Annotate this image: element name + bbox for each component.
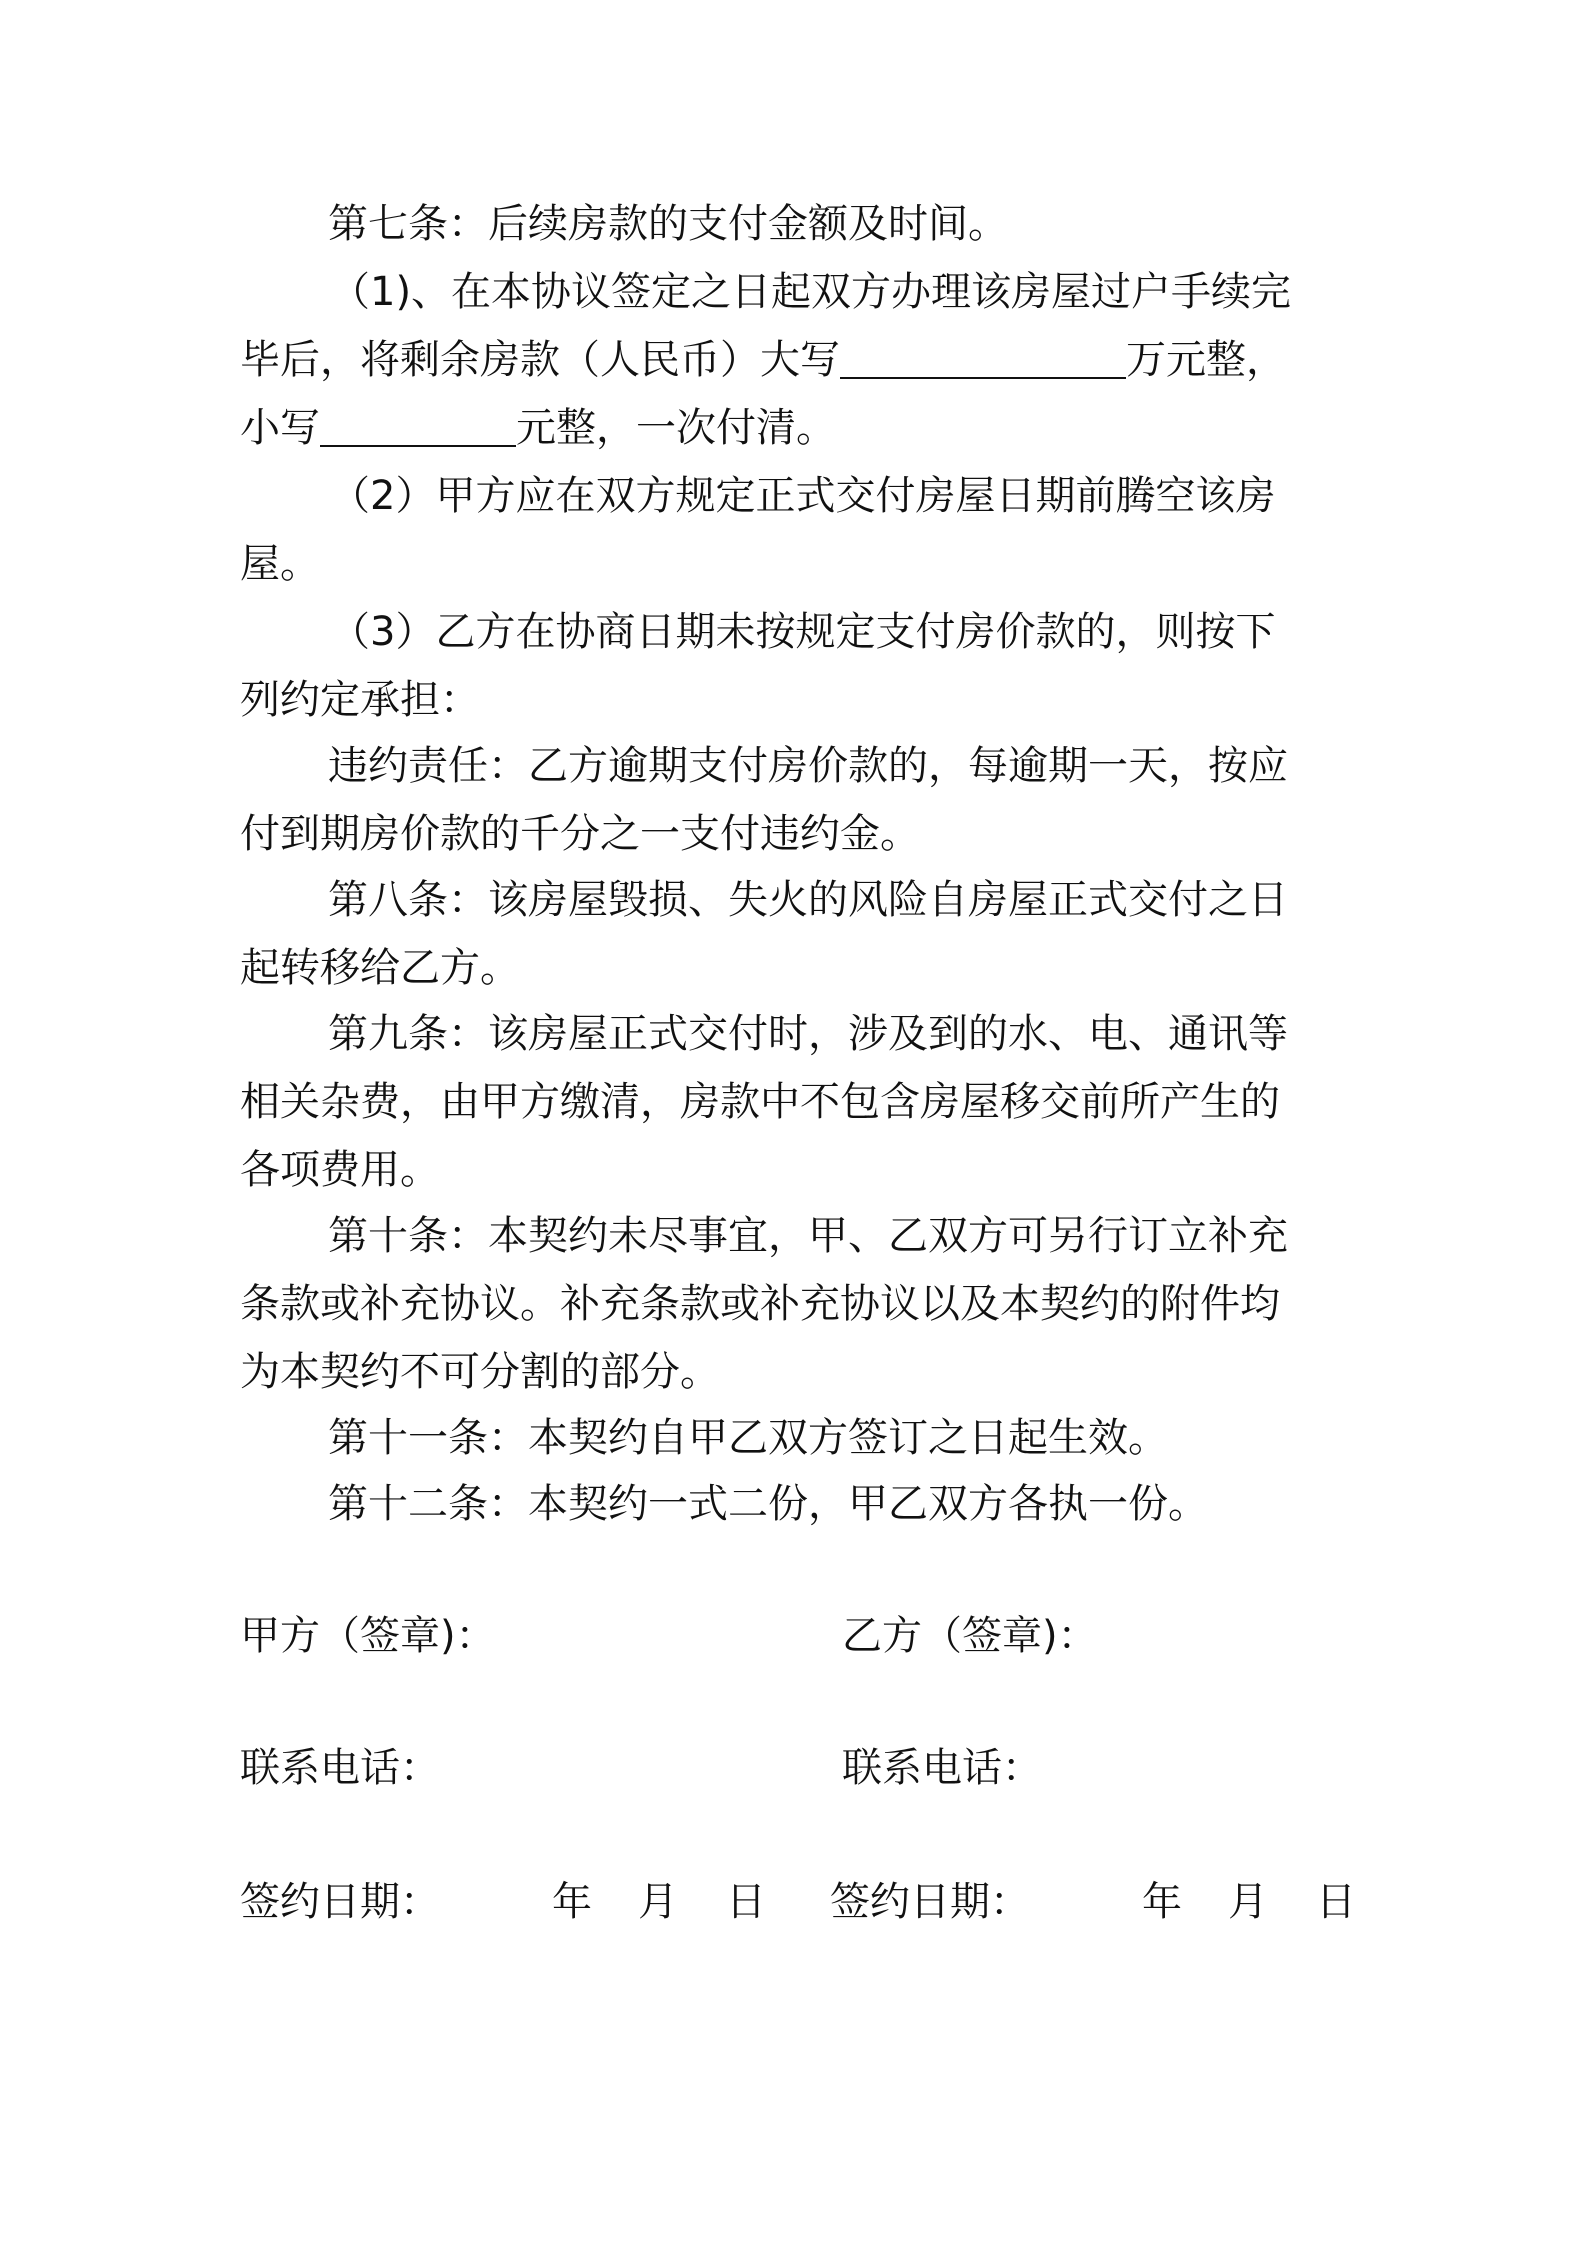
article7-item2-line1: （2）甲方应在双方规定正式交付房屋日期前腾空该房 xyxy=(330,473,1276,519)
article7-item1-line3-pre: 小写 xyxy=(240,405,320,451)
party-b-date-year: 年 xyxy=(1142,1879,1182,1925)
article9-line2: 相关杂费，由甲方缴清，房款中不包含房屋移交前所产生的 xyxy=(240,1079,1280,1125)
party-b-date-label: 签约日期： xyxy=(830,1879,1030,1925)
article7-item3-line2: 列约定承担： xyxy=(240,677,480,723)
article8-line1: 第八条：该房屋毁损、失火的风险自房屋正式交付之日 xyxy=(328,877,1288,923)
article9-line1: 第九条：该房屋正式交付时，涉及到的水、电、通讯等 xyxy=(328,1011,1288,1057)
article7-item1-line2 xyxy=(240,336,1350,384)
amount-in-words-blank[interactable] xyxy=(840,337,1126,379)
article7-item1-line3-post: 元整，一次付清。 xyxy=(516,405,836,451)
article7-item1-line2-pre: 毕后，将剩余房款（人民币）大写 xyxy=(240,337,840,383)
party-a-seal-label: 甲方（签章)： xyxy=(240,1613,496,1659)
party-a-date-day: 日 xyxy=(726,1879,766,1925)
amount-in-figures-blank[interactable] xyxy=(320,405,516,447)
article8-line2: 起转移给乙方。 xyxy=(240,945,520,991)
party-a-date-label: 签约日期： xyxy=(240,1879,440,1925)
article9-line3: 各项费用。 xyxy=(240,1147,440,1193)
article7-item1-line1: （1)、在本协议签定之日起双方办理该房屋过户手续完 xyxy=(330,269,1292,315)
article7-item1-line2-post: 万元整， xyxy=(1126,337,1286,383)
article10-line1: 第十条：本契约未尽事宜，甲、乙双方可另行订立补充 xyxy=(328,1213,1288,1259)
article12-line1: 第十二条：本契约一式二份，甲乙双方各执一份。 xyxy=(328,1481,1208,1527)
article7-heading: 第七条：后续房款的支付金额及时间。 xyxy=(328,201,1008,247)
party-a-date-month: 月 xyxy=(638,1879,678,1925)
party-b-date-day: 日 xyxy=(1316,1879,1356,1925)
party-a-phone-label: 联系电话： xyxy=(240,1745,440,1791)
party-b-seal-label: 乙方（签章)： xyxy=(842,1613,1098,1659)
party-b-date-month: 月 xyxy=(1228,1879,1268,1925)
article7-breach-line1: 违约责任：乙方逾期支付房价款的，每逾期一天，按应 xyxy=(328,743,1288,789)
party-a-date-year: 年 xyxy=(552,1879,592,1925)
article10-line3: 为本契约不可分割的部分。 xyxy=(240,1349,720,1395)
article7-item1-line3 xyxy=(240,404,1350,452)
article11-line1: 第十一条：本契约自甲乙双方签订之日起生效。 xyxy=(328,1415,1168,1461)
article10-line2: 条款或补充协议。补充条款或补充协议以及本契约的附件均 xyxy=(240,1281,1280,1327)
article7-breach-line2: 付到期房价款的千分之一支付违约金。 xyxy=(240,811,920,857)
article7-item2-line2: 屋。 xyxy=(240,541,320,587)
party-b-phone-label: 联系电话： xyxy=(842,1745,1042,1791)
article7-item3-line1: （3）乙方在协商日期未按规定支付房价款的，则按下 xyxy=(330,609,1276,655)
